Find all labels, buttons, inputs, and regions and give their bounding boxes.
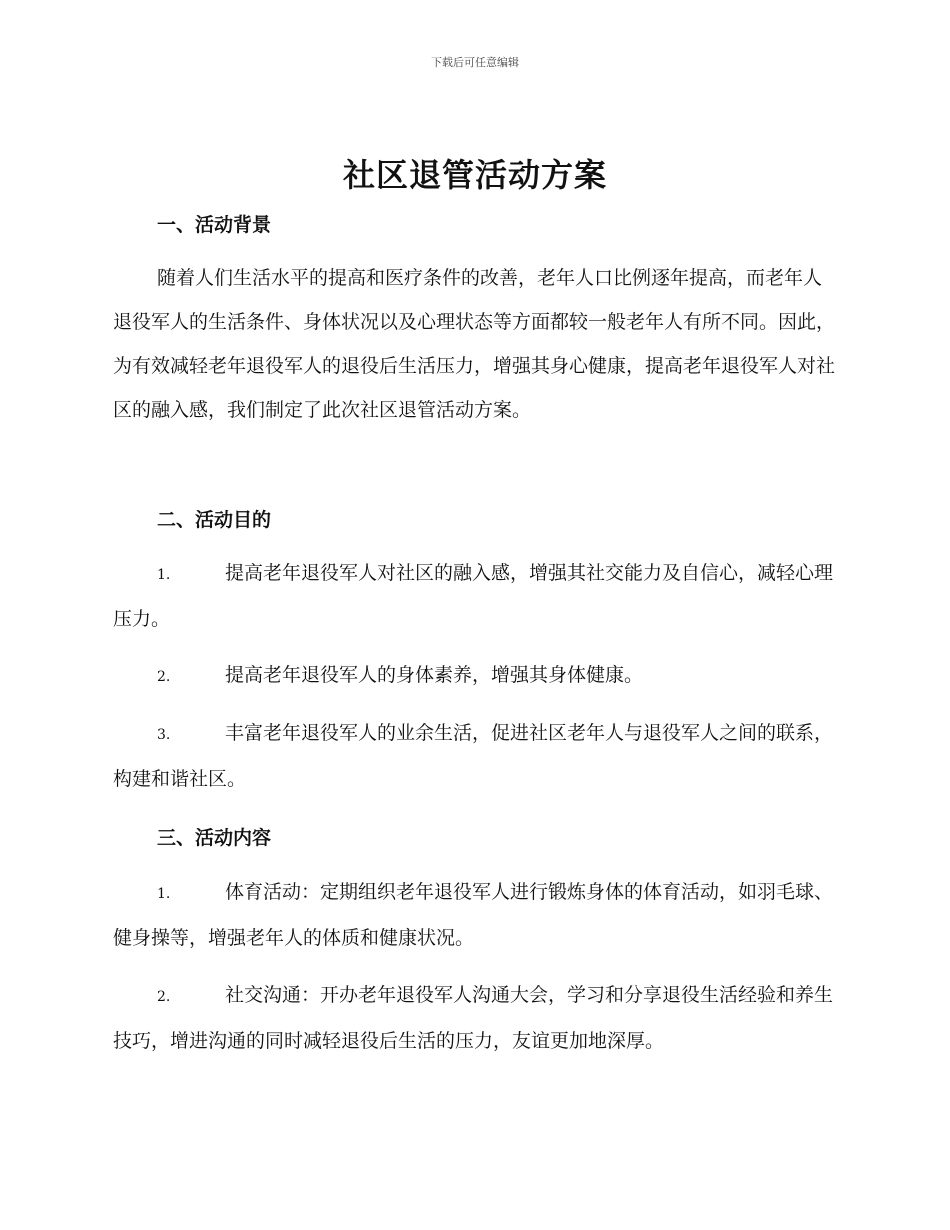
list-item bbox=[113, 653, 838, 699]
purpose-item-3 bbox=[113, 711, 838, 801]
list-number: 3. bbox=[157, 727, 171, 743]
section-background-body bbox=[113, 256, 838, 432]
content-item-2 bbox=[113, 973, 838, 1063]
list-number: 1. bbox=[157, 886, 171, 902]
list-item bbox=[113, 711, 838, 801]
list-item bbox=[113, 973, 838, 1063]
list-item-text: 丰富老年退役军人的业余生活，促进社区老年人与退役军人之间的联系，构建和谐社区。 bbox=[113, 722, 834, 790]
purpose-item-1 bbox=[113, 551, 838, 641]
list-item-text: 社交沟通：开办老年退役军人沟通大会，学习和分享退役生活经验和养生技巧，增进沟通的同时减轻退役后生活的压力，友谊更加地深厚。 bbox=[113, 984, 834, 1052]
list-item-text: 提高老年退役军人对社区的融入感，增强其社交能力及自信心，减轻心理压力。 bbox=[113, 562, 834, 630]
list-item bbox=[113, 870, 838, 960]
section-background bbox=[113, 210, 838, 237]
list-item-text: 体育活动：定期组织老年退役军人进行锻炼身体的体育活动，如羽毛球、健身操等，增强老年人的体质和健康状况。 bbox=[113, 881, 834, 949]
list-number: 1. bbox=[157, 567, 171, 583]
section-heading: 一、活动背景 bbox=[157, 214, 272, 236]
list-item bbox=[113, 551, 838, 641]
header-note: 下载后可任意编辑 bbox=[431, 56, 519, 69]
section-heading: 二、活动目的 bbox=[157, 509, 272, 531]
list-number: 2. bbox=[157, 989, 171, 1005]
section-purpose bbox=[113, 505, 838, 532]
list-number: 2. bbox=[157, 669, 171, 685]
paragraph: 随着人们生活水平的提高和医疗条件的改善，老年人口比例逐年提高，而老年人退役军人的生活条件、身体状况以及心理状态等方面都较一般老年人有所不同。因此，为有效减轻老年退役军人的退役后生活压力，增强其身心健康，提高老年退役军人对社区的融入感，我们制定了此次社区退管活动方案。 bbox=[113, 267, 836, 421]
document-title: 社区退管活动方案 bbox=[342, 156, 607, 194]
content-item-1 bbox=[113, 870, 838, 960]
purpose-item-2 bbox=[113, 653, 838, 699]
list-item-text: 提高老年退役军人的身体素养，增强其身体健康。 bbox=[225, 664, 644, 686]
section-heading: 三、活动内容 bbox=[157, 827, 272, 849]
section-content bbox=[113, 823, 838, 850]
